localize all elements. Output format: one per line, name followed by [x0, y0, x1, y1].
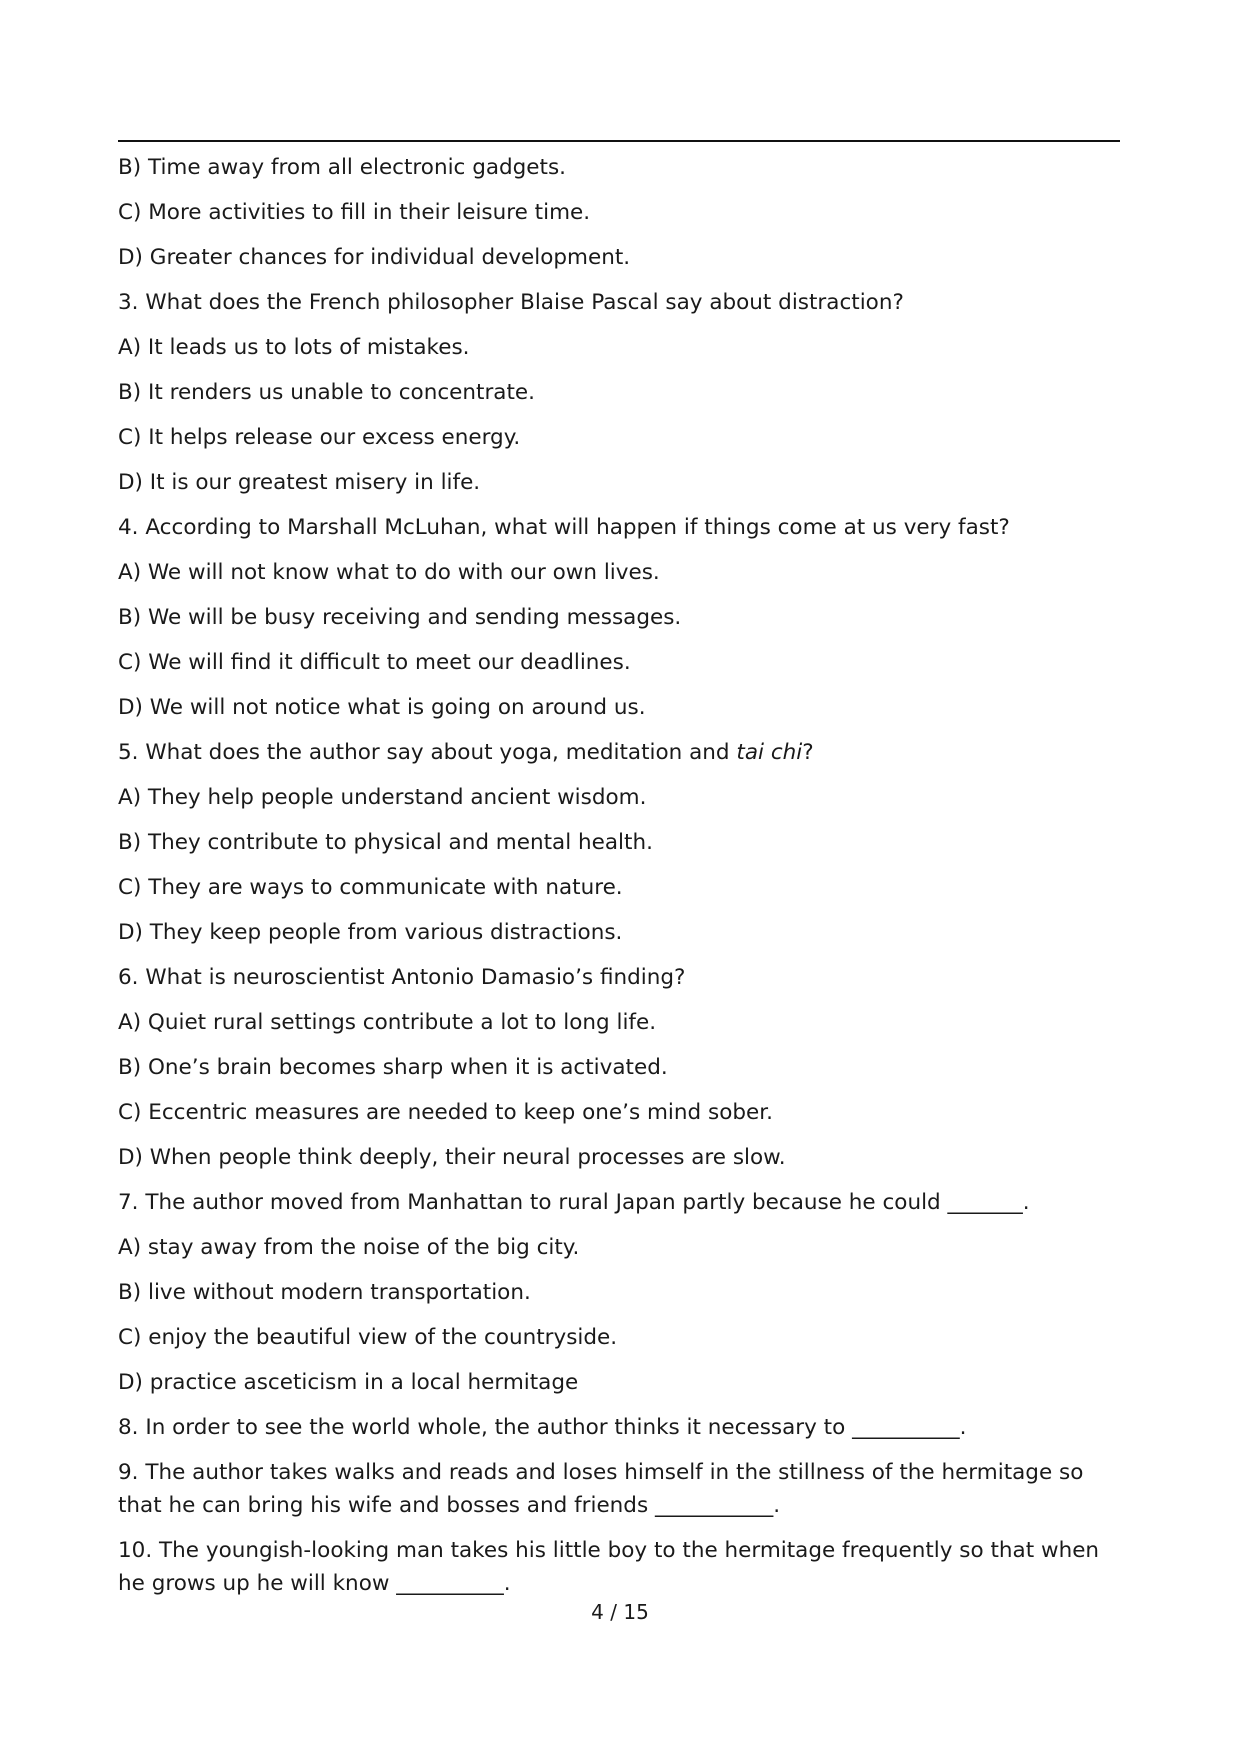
q2-option-c: C) More activities to fill in their leisure time.	[118, 200, 591, 225]
question-7: 7. The author moved from Manhattan to rural Japan partly because he could _______.	[118, 1190, 1030, 1215]
page-number: 4 / 15	[591, 1600, 649, 1624]
question-3: 3. What does the French philosopher Blaise Pascal say about distraction?	[118, 290, 904, 315]
q4-option-d: D) We will not notice what is going on around us.	[118, 695, 646, 720]
q7-option-a: A) stay away from the noise of the big city.	[118, 1235, 580, 1260]
q7-option-d: D) practice asceticism in a local hermitage	[118, 1370, 579, 1395]
question-9: 9. The author takes walks and reads and loses himself in the stillness of the hermitage so that he can bring his wife and bosses and friends ___________.	[118, 1460, 1084, 1518]
q4-option-c: C) We will find it difficult to meet our deadlines.	[118, 650, 631, 675]
q6-option-d: D) When people think deeply, their neural processes are slow.	[118, 1145, 786, 1170]
question-6: 6. What is neuroscientist Antonio Damasio’s finding?	[118, 965, 686, 990]
q3-option-c: C) It helps release our excess energy.	[118, 425, 521, 450]
question-5-end: ?	[802, 740, 814, 765]
q6-option-b: B) One’s brain becomes sharp when it is activated.	[118, 1055, 668, 1080]
q6-option-a: A) Quiet rural settings contribute a lot to long life.	[118, 1010, 657, 1035]
header-rule	[118, 140, 1120, 142]
q3-option-a: A) It leads us to lots of mistakes.	[118, 335, 470, 360]
question-4: 4. According to Marshall McLuhan, what will happen if things come at us very fast?	[118, 515, 1010, 540]
question-8: 8. In order to see the world whole, the author thinks it necessary to __________.	[118, 1415, 967, 1440]
q3-option-d: D) It is our greatest misery in life.	[118, 470, 481, 495]
question-5-text: 5. What does the author say about yoga, meditation and	[118, 740, 737, 765]
question-10: 10. The youngish-looking man takes his little boy to the hermitage frequently so that when he grows up he will know __________.	[118, 1538, 1100, 1596]
q6-option-c: C) Eccentric measures are needed to keep one’s mind sober.	[118, 1100, 773, 1125]
q2-option-b: B) Time away from all electronic gadgets.	[118, 155, 567, 180]
question-list	[118, 151, 1120, 1600]
q2-option-d: D) Greater chances for individual development.	[118, 245, 631, 270]
q5-option-c: C) They are ways to communicate with nature.	[118, 875, 623, 900]
q3-option-b: B) It renders us unable to concentrate.	[118, 380, 535, 405]
q4-option-b: B) We will be busy receiving and sending messages.	[118, 605, 682, 630]
q7-option-c: C) enjoy the beautiful view of the countryside.	[118, 1325, 618, 1350]
q5-option-a: A) They help people understand ancient wisdom.	[118, 785, 647, 810]
question-5	[118, 736, 1120, 781]
q4-option-a: A) We will not know what to do with our own lives.	[118, 560, 660, 585]
q7-option-b: B) live without modern transportation.	[118, 1280, 531, 1305]
q5-option-d: D) They keep people from various distractions.	[118, 920, 623, 945]
q5-option-b: B) They contribute to physical and mental health.	[118, 830, 653, 855]
question-5-italic-term: tai chi	[736, 740, 803, 765]
